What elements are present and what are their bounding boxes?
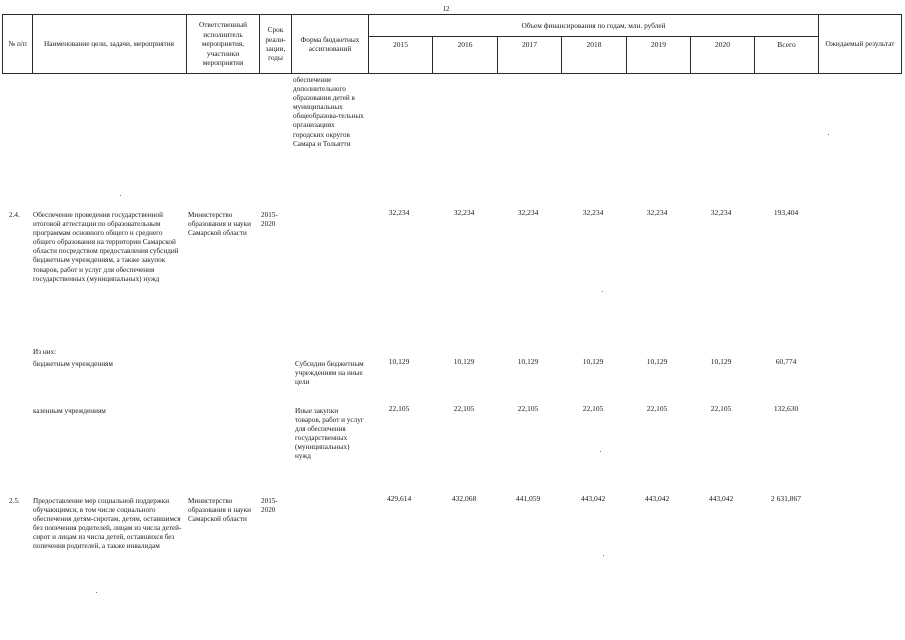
row-executor: Министерство образования и науки Самарской области xyxy=(188,211,251,238)
header-form: Форма бюджетных ассигнований xyxy=(300,34,360,53)
header-result: Ожидаемый результат xyxy=(825,39,895,49)
value-2015: 22,105 xyxy=(388,404,410,413)
value-2017: 10,129 xyxy=(517,357,539,366)
row-executor: Министерство образования и науки Самарской области xyxy=(188,497,251,524)
value-total: 2 631,867 xyxy=(771,494,801,503)
value-2017: 441,059 xyxy=(515,494,541,503)
page-number: 12 xyxy=(442,5,450,13)
row-name: казенным учреждениям xyxy=(33,407,106,415)
value-total: 132,630 xyxy=(773,404,799,413)
row-term: 2015-2020 xyxy=(261,497,278,515)
column-border xyxy=(186,14,187,74)
value-2019: 32,234 xyxy=(646,208,668,217)
row-form: Субсидии бюджетным учреждениям на иные цели xyxy=(295,360,364,387)
header-year: 2017 xyxy=(522,40,537,49)
subrow-label: Из них: xyxy=(33,348,57,356)
row-term: 2015-2020 xyxy=(261,211,278,229)
years-divider-line xyxy=(368,36,819,37)
value-2019: 10,129 xyxy=(646,357,668,366)
value-2018: 32,234 xyxy=(582,208,604,217)
header-year: 2018 xyxy=(586,40,602,49)
value-2020: 32,234 xyxy=(710,208,732,217)
value-2018: 443,042 xyxy=(580,494,606,503)
value-2015: 10,129 xyxy=(388,357,410,366)
row-number: 2.5. xyxy=(9,497,20,505)
value-2020: 22,105 xyxy=(710,404,732,413)
value-2020: 10,129 xyxy=(710,357,732,366)
header-year: 2016 xyxy=(457,40,473,49)
scan-speck xyxy=(120,195,121,196)
scan-speck xyxy=(603,555,604,556)
row-name: Обеспечение проведения государственной итоговой аттестации по образовательным программам основного общего и среднего общего образования на территории Самарской области посредством предоставления субсидий бюджетным учреждениям, а также закупок товаров, работ и услуг для обеспечения государственных (муниципальных) нужд xyxy=(33,211,179,283)
scan-speck xyxy=(602,291,603,292)
row-name: бюджетным учреждениям xyxy=(33,360,113,368)
header-financing: Объем финансирования по годам, млн. рублей xyxy=(521,20,666,30)
value-2015: 32,234 xyxy=(388,208,410,217)
column-border xyxy=(901,14,902,74)
row-form: Иные закупки товаров, работ и услуг для обеспечения государственных (муниципальных) нужд xyxy=(295,407,364,461)
value-2016: 22,105 xyxy=(453,404,475,413)
header-name: Наименование цели, задачи, мероприятия xyxy=(43,39,175,49)
value-2019: 22,105 xyxy=(646,404,668,413)
header-executor: Ответственный исполнитель мероприятия, участники мероприятия xyxy=(198,20,248,68)
value-2015: 429,614 xyxy=(386,494,412,503)
value-2016: 432,068 xyxy=(451,494,477,503)
value-2020: 443,042 xyxy=(708,494,734,503)
scan-speck xyxy=(828,134,829,135)
header-year: 2015 xyxy=(393,40,408,49)
row-number: 2.4. xyxy=(9,211,20,219)
header-number: № п/п xyxy=(8,39,27,49)
header-bottom-border xyxy=(2,73,902,74)
scan-speck xyxy=(96,592,97,593)
value-2017: 32,234 xyxy=(517,208,539,217)
value-2019: 443,042 xyxy=(644,494,670,503)
row-name: Предоставление мер социальной поддержки обучающимся, в том числе социального обеспечения детям-сиротам, детям, оставшимся без попечения родителей, лицам из числа детей-сирот и лицам из числа детей, оставшихся без попечения родителей, а также инвалидам xyxy=(33,497,182,551)
value-2017: 22,105 xyxy=(517,404,539,413)
header-year: 2020 xyxy=(715,40,730,49)
value-total: 193,404 xyxy=(773,208,799,217)
value-total: 60,774 xyxy=(775,357,797,366)
continuation-text: обеспечение дополнительного образования детей в муниципальных общеобразова-тельных организациях городских округов Самара и Тольятти xyxy=(293,76,364,148)
header-term: Срок реали-зации, годы xyxy=(265,25,286,63)
value-2016: 10,129 xyxy=(453,357,475,366)
header-year: 2019 xyxy=(651,40,666,49)
value-2016: 32,234 xyxy=(453,208,475,217)
column-border xyxy=(32,14,33,74)
header-total: Всего xyxy=(777,40,796,49)
value-2018: 10,129 xyxy=(582,357,604,366)
scan-speck xyxy=(600,451,601,452)
value-2018: 22,105 xyxy=(582,404,604,413)
